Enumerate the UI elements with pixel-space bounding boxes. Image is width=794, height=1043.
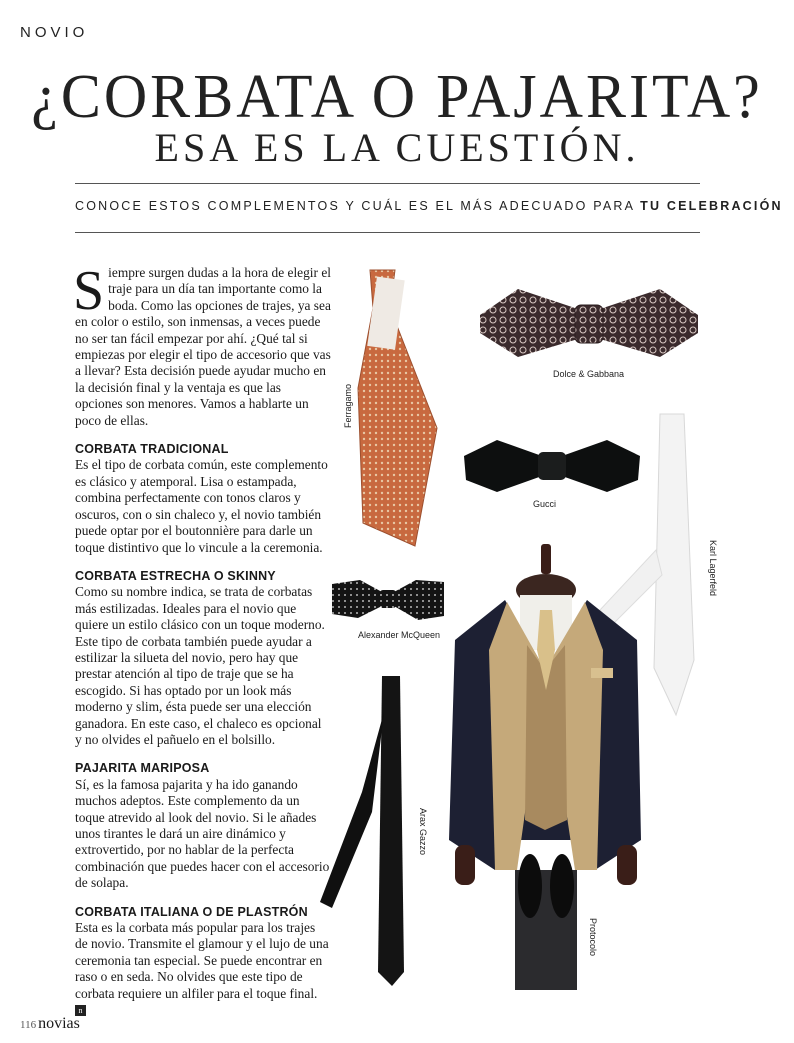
standfirst-bold: TU CELEBRACIÓN	[640, 199, 783, 213]
page-subtitle-title: ESA ES LA CUESTIÓN.	[154, 125, 640, 170]
caption-dolce: Dolce & Gabbana	[553, 369, 625, 379]
caption-lagerfeld: Karl Lagerfeld	[708, 540, 718, 597]
caption-arax: Arax Gazzo	[418, 808, 428, 856]
section-heading: CORBATA ITALIANA O DE PLASTRÓN	[75, 904, 308, 919]
caption-gucci: Gucci	[533, 499, 557, 509]
caption-mcqueen: Alexander McQueen	[358, 630, 441, 640]
arax-skinny-tie-image	[312, 672, 422, 990]
section-heading: CORBATA TRADICIONAL	[75, 442, 229, 457]
page-title: ¿CORBATA O PAJARITA?	[31, 61, 763, 131]
bottom-divider	[75, 232, 700, 233]
section-label: NOVIO	[20, 24, 89, 41]
section-text: Como su nombre indica, se trata de corbatas más estilizadas. Ideales para el novio que quiere un estilo clásico con un toque moderno. Este tipo de corbata también puede ayudar a estilizar la silueta del novio, pero hay que prestar atención al tipo de traje que se ha escogido. Si has optado por un look más moderno y slim, ésta puede ser una elección ganadora. En este caso, el chaleco es opcional y no olvides el pañuelo en el bolsillo.	[75, 584, 325, 747]
top-divider	[75, 183, 700, 184]
protocolo-suit-image	[445, 540, 645, 992]
intro-paragraph	[73, 260, 331, 429]
standfirst	[75, 199, 783, 213]
ferragamo-tie-image	[355, 268, 445, 553]
section-heading: PAJARITA MARIPOSA	[75, 761, 210, 776]
intro-text: iempre surgen dudas a la hora de elegir el traje para un día tan importante como la boda. Como las opciones de trajes, ya sea en color o estilo, son inmensas, a veces puede no ser tan fácil empezar por ahí. ¿Qué tal si empiezas por elegir el tipo de accesorio que vas a llevar? Esta decisión puede ayudar mucho en la decisión final y la ventaja es que las opciones son menores. Vamos a hablarte un poco de ellas.	[75, 265, 331, 428]
section-text	[75, 920, 331, 1018]
section-text: Es el tipo de corbata común, este complemento es clásico y atemporal. Lisa o estampada, combina perfectamente con tonos claros y oscuros, con o sin chaleco y, el novio también puede optar por el boutonnière para darle un toque distintivo que lo vincule a la ceremonia.	[75, 457, 328, 555]
article-body	[73, 260, 331, 1018]
page-number: 116	[20, 1019, 37, 1031]
section-text-content: Esta es la corbata más popular para los trajes de novio. Transmite el glamour y el lujo de una ceremonia tan especial. Se puede encontrar en raso o en seda. No olvides que este tipo de corbata requiere un alfiler para el toque final.	[75, 920, 329, 1001]
section-heading: CORBATA ESTRECHA O SKINNY	[75, 568, 276, 583]
magazine-name: novias	[38, 1015, 80, 1032]
caption-ferragamo: Ferragamo	[343, 383, 353, 428]
end-mark: n	[75, 1005, 86, 1016]
caption-protocolo: Protocolo	[588, 918, 598, 957]
mcqueen-bow-tie-image	[330, 574, 446, 626]
drop-cap: S	[73, 260, 105, 322]
page-footer	[20, 1015, 80, 1033]
section-text: Sí, es la famosa pajarita y ha ido ganando muchos adeptos. Este complemento da un toque atrevido al look del novio. Si le añades unos tirantes le dará un aire dinámico y extrovertido, por no hablar de la perfecta combinación que puedes hacer con el accesorio de solapa.	[75, 776, 330, 891]
standfirst-plain: CONOCE ESTOS COMPLEMENTOS Y CUÁL ES EL MÁS ADECUADO PARA	[75, 199, 635, 213]
dolce-bow-tie-image	[478, 285, 700, 363]
